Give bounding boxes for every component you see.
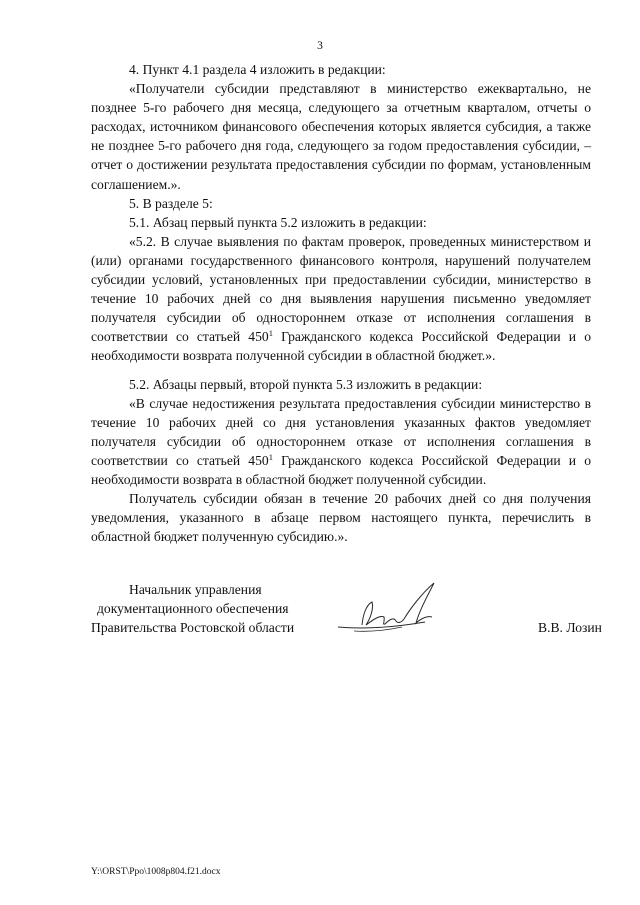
paragraph-5-3-text-end: Гражданского кодекса Российской Федерации и о необходимости возврата в областной бюджет полученной субсидии. [91, 452, 591, 487]
signatory-title-line-3: Правительства Ростовской области [91, 620, 295, 635]
paragraph-5-2-text-end: Гражданского кодекса Российской Федерации и о необходимости возврата полученной субсидии в областной бюджет.». [91, 329, 591, 364]
paragraph-item-4-quote: «Получатели субсидии представляют в министерство ежеквартально, не позднее 5-го рабочего дня месяца, следующего за отчетным кварталом, отчеты о расходах, источником финансового обеспечения которых является субсидия, а также не позднее 5-го рабочего дня года, следующего за годом предоставления субсидии, – отчет о достижении результата предоставления субсидии по формам, установленным соглашением.». [91, 81, 591, 192]
file-path-footer: Y:\ORST\Ppo\1008p804.f21.docx [91, 867, 221, 877]
article-superscript: 1 [268, 451, 273, 462]
paragraph-section-5: 5. В разделе 5: [129, 195, 213, 211]
handwritten-signature [330, 575, 470, 650]
paragraph-5-3-quote [91, 394, 591, 489]
document-body [91, 60, 591, 546]
paragraph-5-2-heading: 5.2. Абзацы первый, второй пункта 5.3 изложить в редакции: [129, 376, 483, 392]
article-superscript: 1 [268, 328, 273, 339]
paragraph-item-4: 4. Пункт 4.1 раздела 4 изложить в редакции: [129, 62, 386, 77]
signatory-title-line-1: Начальник управления [129, 582, 262, 597]
paragraph-5-2-text: «5.2. В случае выявления по фактам проверок, проведенных министерством и (или) органами государственного финансового контроля, нарушений получателем субсидии условий, установленных при предоставлении субсидии, министерство в течение 10 рабочих дней со дня выявления нарушения письменно уведомляет получателя субсидии об одностороннем отказе от исполнения соглашения в соответствии со статьей 450 [91, 233, 591, 345]
paragraph-final: Получатель субсидии обязан в течение 20 рабочих дней со дня получения уведомления, указанного в абзаце первом настоящего пункта, перечислить в областной бюджет полученную субсидию.». [91, 491, 591, 545]
paragraph-5-3-text: «В случае недостижения результата предоставления субсидии министерство в течение 10 рабочих дней со дня установления указанных фактов уведомляет получателя субсидии об одностороннем отказе от исполнения соглашения в соответствии со статьей 450 [91, 395, 591, 468]
paragraph-5-2-quote [91, 232, 591, 366]
paragraph-5-1-heading: 5.1. Абзац первый пункта 5.2 изложить в редакции: [129, 214, 427, 230]
page-number: 3 [317, 40, 323, 52]
signatory-title-line-2: документационного обеспечения [97, 601, 289, 616]
signatory-name: В.В. Лозин [538, 620, 602, 635]
signatory-title [91, 580, 294, 637]
